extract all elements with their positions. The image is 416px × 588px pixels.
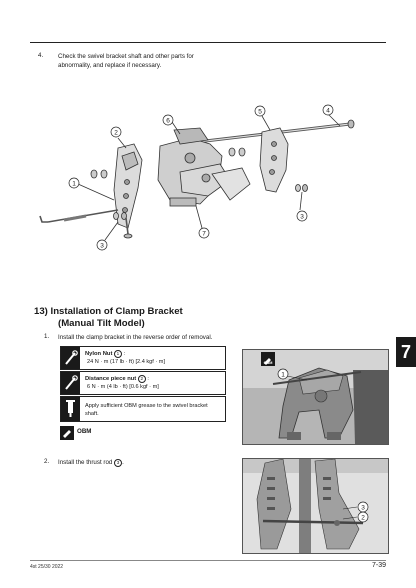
callout-5: 5 xyxy=(258,108,262,116)
swivel-bracket-exploded-diagram xyxy=(30,100,386,260)
torque-box-distance-piece-nut: Distance piece nut 2 : 6 N · m (4 lb · ft) [0.6 kgf · m] xyxy=(60,371,226,395)
clamp-bracket-photo xyxy=(242,349,389,445)
step-4-text: Check the swivel bracket shaft and other parts for abnormality, and replace if necessary. xyxy=(58,53,194,69)
torque-1-value: 24 N · m (17 lb · ft) [2.4 kgf · m] xyxy=(87,359,166,365)
grease-note-line1: Apply sufficient OBM grease to the swivel bracket xyxy=(85,403,208,409)
step-2-number: 2. xyxy=(44,458,50,465)
step-2-ref: 3 xyxy=(114,459,122,467)
callout-6: 6 xyxy=(166,117,170,125)
callout-1: 1 xyxy=(72,180,76,188)
photo1-callout-1: 1 xyxy=(281,371,285,379)
footer-code: 4st 25/30 2022 xyxy=(30,564,64,570)
obm-badge xyxy=(261,352,275,366)
torque-2-value: 6 N · m (4 lb · ft) [0.6 kgf · m] xyxy=(87,384,159,390)
torque-1-title: Nylon Nut xyxy=(85,351,113,357)
bottom-rule xyxy=(30,560,386,561)
torque-2-title: Distance piece nut xyxy=(85,376,137,382)
torque-1-ref: 1 xyxy=(114,350,122,358)
section-title: 13) Installation of Clamp Bracket (Manual Tilt Model) xyxy=(34,306,183,329)
torque-box-nylon-nut: Nylon Nut 1 : 24 N · m (17 lb · ft) [2.4 kgf · m] xyxy=(60,346,226,370)
step-1-text: Install the clamp bracket in the reverse order of removal. xyxy=(58,334,213,341)
callout-3-right: 3 xyxy=(300,213,304,221)
photo2-callout-3: 3 xyxy=(361,504,365,512)
step-1-number: 1. xyxy=(44,333,50,340)
photo2-callout-2: 2 xyxy=(361,514,365,522)
grease-gun-icon xyxy=(61,397,80,421)
callout-2: 2 xyxy=(114,129,118,137)
thrust-rod-photo xyxy=(242,458,389,554)
callout-4: 4 xyxy=(326,107,330,115)
torque-wrench-icon xyxy=(61,347,80,369)
top-rule xyxy=(30,42,386,43)
torque-wrench-icon xyxy=(61,372,80,394)
obm-icon xyxy=(60,426,74,440)
grease-note-box xyxy=(60,396,226,422)
obm-label: OBM xyxy=(77,428,92,435)
obm-badge-label: OBM xyxy=(263,361,273,365)
step-4-number: 4. xyxy=(38,52,44,59)
chapter-tab: 7 xyxy=(396,337,416,367)
callout-3-left: 3 xyxy=(100,242,104,250)
grease-note-line2: shaft. xyxy=(85,411,99,417)
torque-2-ref: 2 xyxy=(138,375,146,383)
page-number: 7-39 xyxy=(371,562,386,569)
callout-7: 7 xyxy=(202,230,206,238)
step-2-text: Install the thrust rod 3 . xyxy=(58,459,124,466)
